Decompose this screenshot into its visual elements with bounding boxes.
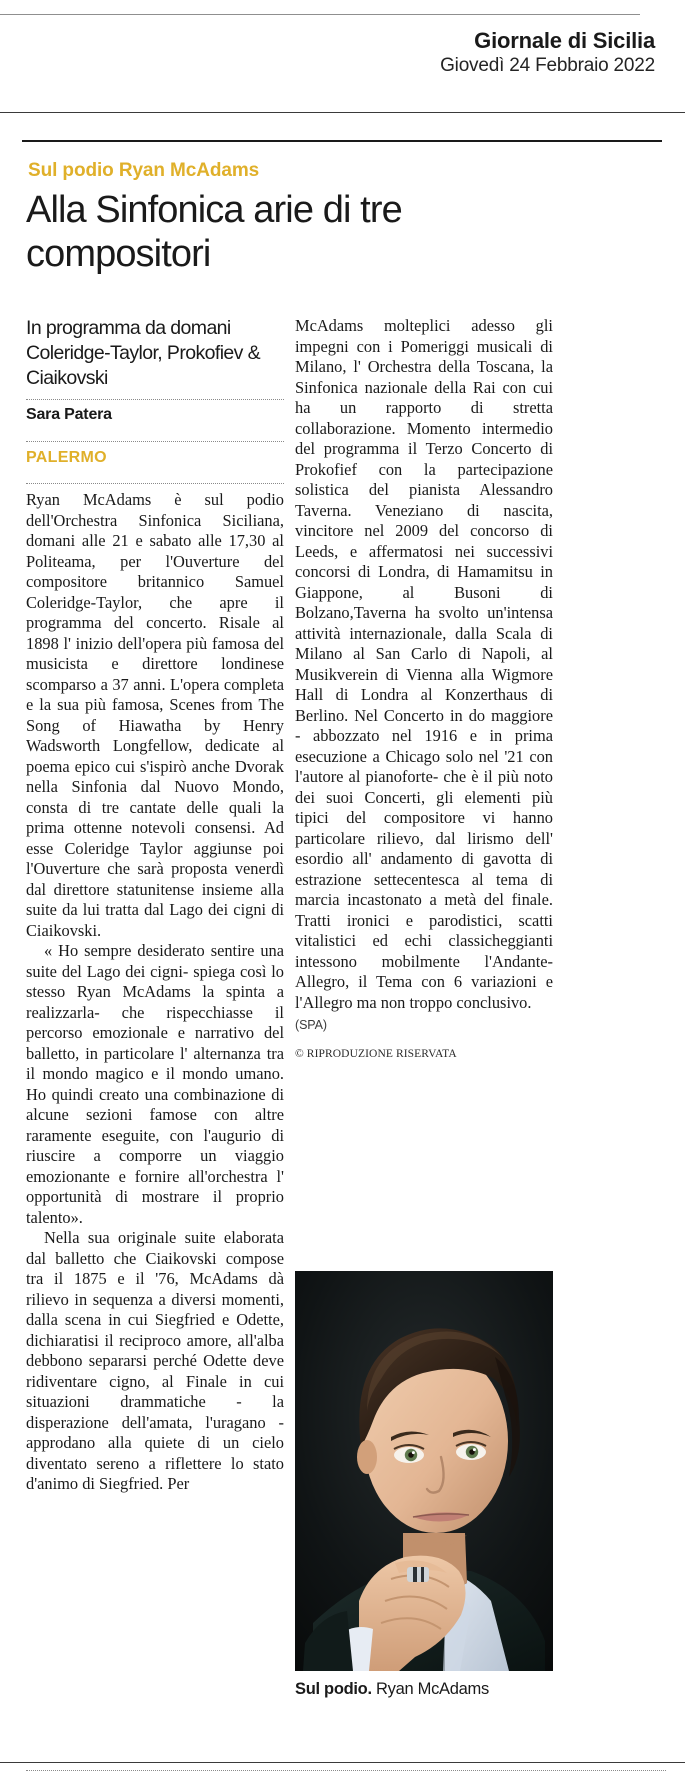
paragraph: « Ho sempre desiderato sentire una suite del Lago dei cigni- spiega così lo stesso Ryan McAdams la spinta a realizzarla- che rispecchiasse il percorso emozionale e narrativo del balletto, in particolare l' alternanza tra il mondo magico e il mondo umano. Ho quindi creato una combinazione di alcune sezioni famose con altre raramente eseguite, con l'augurio di riuscire a comporre un viaggio emozionante e fornire all'orchestra l' opportunità di mostrare il proprio talento». [26,941,284,1227]
masthead-title: Giornale di Sicilia [474,28,655,53]
portrait-photo [295,1271,553,1671]
bottom-rule [0,1762,685,1763]
portrait-illustration [295,1271,553,1671]
article-column-left [26,490,284,1495]
article-kicker: Sul podio Ryan McAdams [28,160,260,181]
article-byline: Sara Patera [26,406,112,423]
paragraph: Nella sua originale suite elaborata dal balletto che Ciaikovski compose tra il 1875 e il '76, McAdams dà rilievo in sequenza a diversi momenti, dalla scena in cui Siegfried e Odette, dichiaratisi il reciproco amore, all'alba debbono separarsi perché Odette deve ridiventare cigno, al Finale in cui situazioni drammatiche - la disperazione dell'amata, l'uragano - approdano alla quiete di un cielo diventato sereno a riflettere lo stato d'animo di Siegfried. Per [26,1228,284,1493]
copyright-notice: © RIPRODUZIONE RISERVATA [295,1047,457,1060]
caption-label: Sul podio. [295,1680,372,1698]
rule-above-dateline [26,441,284,442]
article-dateline: PALERMO [26,449,107,466]
article-headline: Alla Sinfonica arie di tre compositori [26,189,402,275]
bottom-dotted-rule [26,1770,666,1771]
rule-above-byline [26,399,284,400]
paragraph: McAdams molteplici adesso gli impegni con i Pomeriggi musicali di Milano, l' Orchestra della Toscana, la Sinfonica nazionale della Rai con cui ha un rapporto di stretta collaborazione. Momento intermedio del programma il Terzo Concerto di Prokofief con la partecipazione solistica del pianista Alessandro Taverna. Veneziano di nascita, vincitore nel 2009 del concorso di Leeds, e affermatosi nei successivi concorsi di Londra, di Hamamitsu in Giappone, al Busoni di Bolzano,Taverna ha svolto un'intensa attività internazionale, dalla Scala di Milano al San Carlo di Napoli, al Musikverein di Vienna alla Wigmore Hall di Londra al Konzerthaus di Berlino. Nel Concerto in do maggiore - abbozzato nel 1916 e in prima esecuzione a Chicago solo nel '21 con l'autore al pianoforte- che è il più noto dei suoi Concerti, gli elementi più tipici del compositore vi hanno particolare rilievo, dal lirismo dell' esordio all' andamento di gavotta di estrazione settecentesca al tema di marcia incastonato a metà del finale. Tratti ironici e parodistici, scatti vitalistici ed echi classicheggianti intessono mobilmente l'Andante-Allegro, il Tema con 6 variazioni e l'Allegro ma non troppo conclusivo. [295,316,553,1012]
agency-credit: (SPA) [295,1018,327,1032]
rule-below-dateline [26,483,284,484]
article-column-right [295,316,553,1064]
article-subhead: In programma da domani Coleridge-Taylor, Prokofiev & Ciaikovski [26,317,261,389]
headline-top-rule [22,140,662,142]
masthead-date: Giovedì 24 Febbraio 2022 [440,55,655,76]
caption-text: Ryan McAdams [376,1680,489,1698]
top-rule [0,14,640,15]
masthead-bottom-rule [0,112,685,113]
photo-caption [295,1680,565,1699]
masthead [440,28,655,78]
paragraph: Ryan McAdams è sul podio dell'Orchestra Sinfonica Siciliana, domani alle 21 e sabato alle 17,30 al Politeama, per l'Ouverture del compositore britannico Samuel Coleridge-Taylor, che apre il programma del concerto. Risale al 1898 l' inizio dell'opera più famosa del musicista e direttore londinese scomparso a 37 anni. L'opera completa e la sua più famosa, Scenes from The Song of Hiawatha by Henry Wadsworth Longfellow, dedicate al poema epico cui s'ispirò anche Dvorak nella Sinfonia dal Nuovo Mondo, consta di tre cantate delle quali la prima ottenne notevoli consensi. Ad esse Coleridge Taylor aggiunse poi l'Ouverture che sarà proposta venerdì dal direttore statunitense insieme alla suite da lui tratta dal Lago dei cigni di Ciaikovski. [26,490,284,940]
